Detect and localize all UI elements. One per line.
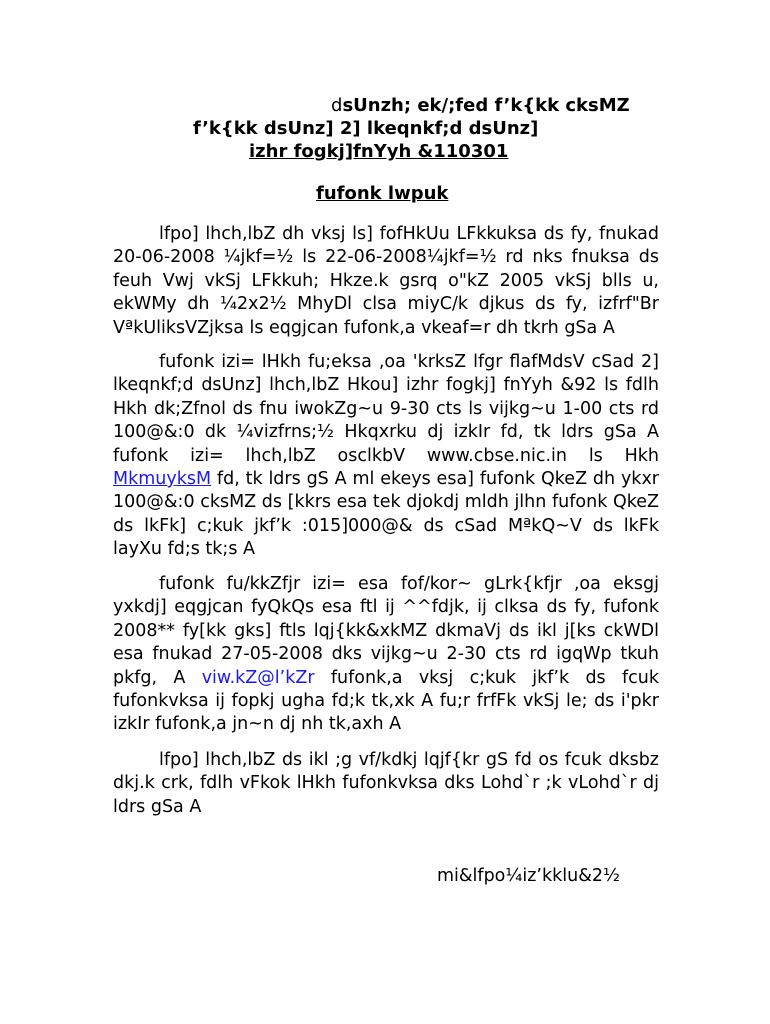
incomplete-conditional-link[interactable]: viw.kZ@l’kZr xyxy=(201,667,315,688)
header-line-1-prefix: d xyxy=(331,95,343,116)
paragraph-1: lfpo] lhch,lbZ dh vksj ls] fofHkUu LFkkuksa ds fy, fnukad 20-06-2008 ¼jkf=½ ls 22-06-2008¼jkf=½ rd nks fnuksa ds feuh Vwj vkSj LFkkuh; Hkze.k gsrq o"kZ 2005 vkSj blls u, ekWMy dh ¼2x2½ MhyDl clsa miyC/k djkus ds fy, izfrf"Br VªkUliksVZjksa ls eqgjcan fufonk,a vkeaf=r dh tkrh gSa A xyxy=(113,224,659,338)
header-line-1-text: sUnzh; ek/;fed f’k{kk cksMZ xyxy=(342,95,630,116)
signature: mi&lfpo¼iz’kklu&2½ xyxy=(437,866,620,886)
paragraph-3-text-b: fufonk,a vksj c;kuk jkf’k ds fcuk fufonkvksa ij fopkj ugha fd;k tk,xk A fu;r frfFk vkSj le; ds i'pkr izkIr fufonk,a jn~n dj nh tk,axh A xyxy=(113,667,659,735)
download-link[interactable]: MkmuyksM xyxy=(113,469,212,490)
paragraph-2 xyxy=(113,351,659,562)
notice-subject: fufonk lwpuk xyxy=(316,183,449,204)
header-address: izhr fogkj]fnYyh &110301 xyxy=(249,141,509,162)
paragraph-3 xyxy=(113,573,659,737)
paragraph-2-text-a: fufonk izi= lHkh fu;eksa ,oa 'krksZ lfgr flafMdsV cSad 2] lkeqnkf;d dsUnz] lhch,lbZ Hkou] izhr fogkj] fnYyh &92 ls fdlh Hkh dk;Zfnol ds fnu iwokZg~u 9-30 cts ls vijkg~u 1-00 cts rd 100@&:0 dk ¼vizfrns;½ Hkqxrku dj izkIr fd, tk ldrs gSa A fufonk izi= lhch,lbZ osclkbV www.cbse.nic.in ls Hkh xyxy=(113,352,659,466)
paragraph-3-text-a: fufonk fu/kkZfjr izi= esa fof/kor~ gLrk{kfjr ,oa eksgj yxkdj] eqgjcan fyQkQs esa ftl ij ^^fdjk, ij clksa ds fy, fufonk 2008** fy[kk gks] ftls lqj{kk&xkMZ dkmaVj ds ikl j[ks ckWDl esa fnukad 27-05-2008 dks vijkg~u 2-30 cts rd igqWp tkuh pkfg, A xyxy=(113,574,659,688)
paragraph-2-text-b: fd, tk ldrs gS A ml ekeys esa] fufonk QkeZ dh ykxr 100@&:0 cksMZ ds [kkrs esa tek djokdj mldh jlhn fufonk QkeZ ds lkFk] c;kuk jkf’k :015]000@& ds cSad MªkQ~V ds lkFk layXu fd;s tk;s A xyxy=(113,469,659,560)
header-line-1 xyxy=(331,94,630,118)
header-line-2: f’k{kk dsUnz] 2] lkeqnkf;d dsUnz] xyxy=(193,118,539,139)
paragraph-4: lfpo] lhch,lbZ ds ikl ;g vf/kdkj lqjf{kr gS fd os fcuk dksbz dkj.k crk, fdlh vFkok lHkh fufonkvksa dks Lohd`r ;k vLohd`r dj ldrs gSa A xyxy=(113,750,659,817)
